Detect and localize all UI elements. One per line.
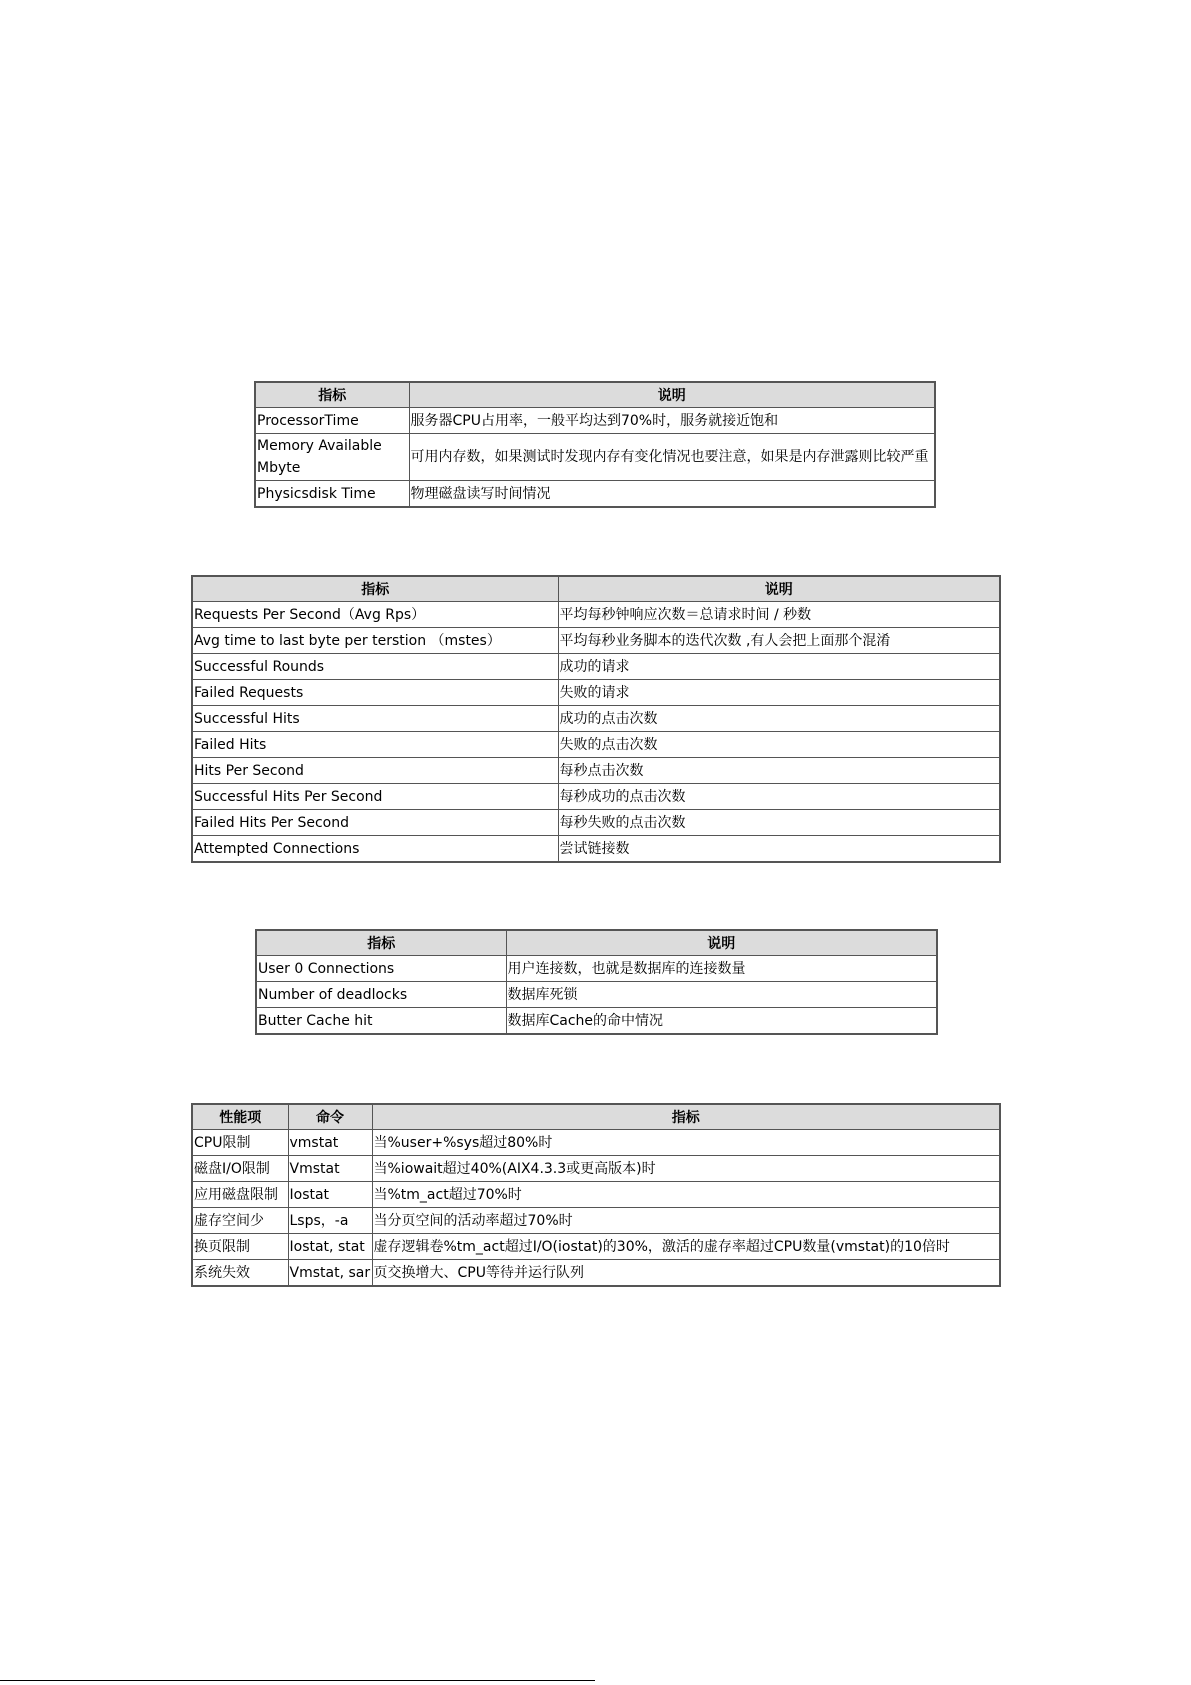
table-row [192, 1234, 1000, 1260]
table-row [192, 602, 1000, 628]
table-row [192, 784, 1000, 810]
metric-description-cell: 成功的请求 [558, 654, 1000, 680]
column-header: 指标 [192, 576, 558, 602]
performance-item-cell: 换页限制 [192, 1234, 288, 1260]
column-header: 指标 [255, 382, 409, 408]
table-row [192, 706, 1000, 732]
indicator-cell: 当%tm_act超过70%时 [372, 1182, 1000, 1208]
performance-item-cell: 系统失效 [192, 1260, 288, 1287]
table-row [192, 836, 1000, 863]
table-header-row [256, 930, 937, 956]
metric-description-cell: 每秒失败的点击次数 [558, 810, 1000, 836]
command-cell: Iostat [288, 1182, 372, 1208]
performance-item-cell: 虚存空间少 [192, 1208, 288, 1234]
indicator-cell: 虚存逻辑卷%tm_act超过I/O(iostat)的30%，激活的虚存率超过CPU数量(vmstat)的10倍时 [372, 1234, 1000, 1260]
metric-name-cell: User 0 Connections [256, 956, 506, 982]
metric-name-cell: Butter Cache hit [256, 1008, 506, 1035]
performance-item-cell: CPU限制 [192, 1130, 288, 1156]
column-header: 说明 [558, 576, 1000, 602]
load-test-metrics-table [191, 575, 1001, 863]
system-bottleneck-table [191, 1103, 1001, 1287]
metric-description-cell: 数据库死锁 [506, 982, 937, 1008]
table-row [192, 654, 1000, 680]
command-cell: vmstat [288, 1130, 372, 1156]
metric-name-cell: Failed Hits Per Second [192, 810, 558, 836]
metric-name-cell: Successful Hits [192, 706, 558, 732]
column-header: 说明 [409, 382, 935, 408]
table-row [192, 1260, 1000, 1287]
indicator-cell: 当%user+%sys超过80%时 [372, 1130, 1000, 1156]
metric-description-cell: 尝试链接数 [558, 836, 1000, 863]
metric-name-cell: Avg time to last byte per terstion （mstes） [192, 628, 558, 654]
column-header: 性能项 [192, 1104, 288, 1130]
metric-name-cell: Successful Rounds [192, 654, 558, 680]
metric-description-cell: 数据库Cache的命中情况 [506, 1008, 937, 1035]
metric-description-cell: 失败的点击次数 [558, 732, 1000, 758]
table-row [192, 628, 1000, 654]
table-header-row [255, 382, 935, 408]
command-cell: Vmstat, sar [288, 1260, 372, 1287]
metric-name-cell: Successful Hits Per Second [192, 784, 558, 810]
metric-description-cell: 服务器CPU占用率，一般平均达到70%时，服务就接近饱和 [409, 408, 935, 434]
indicator-cell: 页交换增大、CPU等待并运行队列 [372, 1260, 1000, 1287]
command-cell: Iostat, stat [288, 1234, 372, 1260]
table-row [255, 408, 935, 434]
command-cell: Vmstat [288, 1156, 372, 1182]
database-metrics-table [255, 929, 938, 1035]
table-row [256, 982, 937, 1008]
metric-name-cell: Requests Per Second（Avg Rps） [192, 602, 558, 628]
table-row [192, 1130, 1000, 1156]
metric-name-cell: ProcessorTime [255, 408, 409, 434]
table-row [255, 481, 935, 508]
metric-description-cell: 平均每秒业务脚本的迭代次数 ,有人会把上面那个混淆 [558, 628, 1000, 654]
table-row [192, 810, 1000, 836]
command-cell: Lsps，-a [288, 1208, 372, 1234]
metric-description-cell: 成功的点击次数 [558, 706, 1000, 732]
metric-name-cell: Number of deadlocks [256, 982, 506, 1008]
table-row [256, 956, 937, 982]
table-row [256, 1008, 937, 1035]
metric-name-cell: Hits Per Second [192, 758, 558, 784]
table-header-row [192, 1104, 1000, 1130]
metric-description-cell: 可用内存数，如果测试时发现内存有变化情况也要注意，如果是内存泄露则比较严重 [409, 434, 935, 481]
metric-name-cell: Memory Available Mbyte [255, 434, 409, 481]
column-header: 指标 [256, 930, 506, 956]
metric-description-cell: 失败的请求 [558, 680, 1000, 706]
metric-description-cell: 物理磁盘读写时间情况 [409, 481, 935, 508]
indicator-cell: 当%iowait超过40%(AIX4.3.3或更高版本)时 [372, 1156, 1000, 1182]
metric-name-cell: Physicsdisk Time [255, 481, 409, 508]
table-row [192, 758, 1000, 784]
column-header: 说明 [506, 930, 937, 956]
table-row [192, 1208, 1000, 1234]
server-metrics-table [254, 381, 936, 508]
table-row [192, 1182, 1000, 1208]
metric-description-cell: 每秒点击次数 [558, 758, 1000, 784]
metric-description-cell: 每秒成功的点击次数 [558, 784, 1000, 810]
table-row [255, 434, 935, 481]
column-header: 命令 [288, 1104, 372, 1130]
performance-item-cell: 磁盘I/O限制 [192, 1156, 288, 1182]
clipped-caption-fragment [255, 918, 410, 926]
indicator-cell: 当分页空间的活动率超过70%时 [372, 1208, 1000, 1234]
metric-description-cell: 用户连接数，也就是数据库的连接数量 [506, 956, 937, 982]
table-row [192, 732, 1000, 758]
table-header-row [192, 576, 1000, 602]
metric-description-cell: 平均每秒钟响应次数＝总请求时间 / 秒数 [558, 602, 1000, 628]
metric-name-cell: Attempted Connections [192, 836, 558, 863]
metric-name-cell: Failed Hits [192, 732, 558, 758]
table-row [192, 680, 1000, 706]
footer-divider [0, 1680, 595, 1681]
metric-name-cell: Failed Requests [192, 680, 558, 706]
table-row [192, 1156, 1000, 1182]
performance-item-cell: 应用磁盘限制 [192, 1182, 288, 1208]
column-header: 指标 [372, 1104, 1000, 1130]
